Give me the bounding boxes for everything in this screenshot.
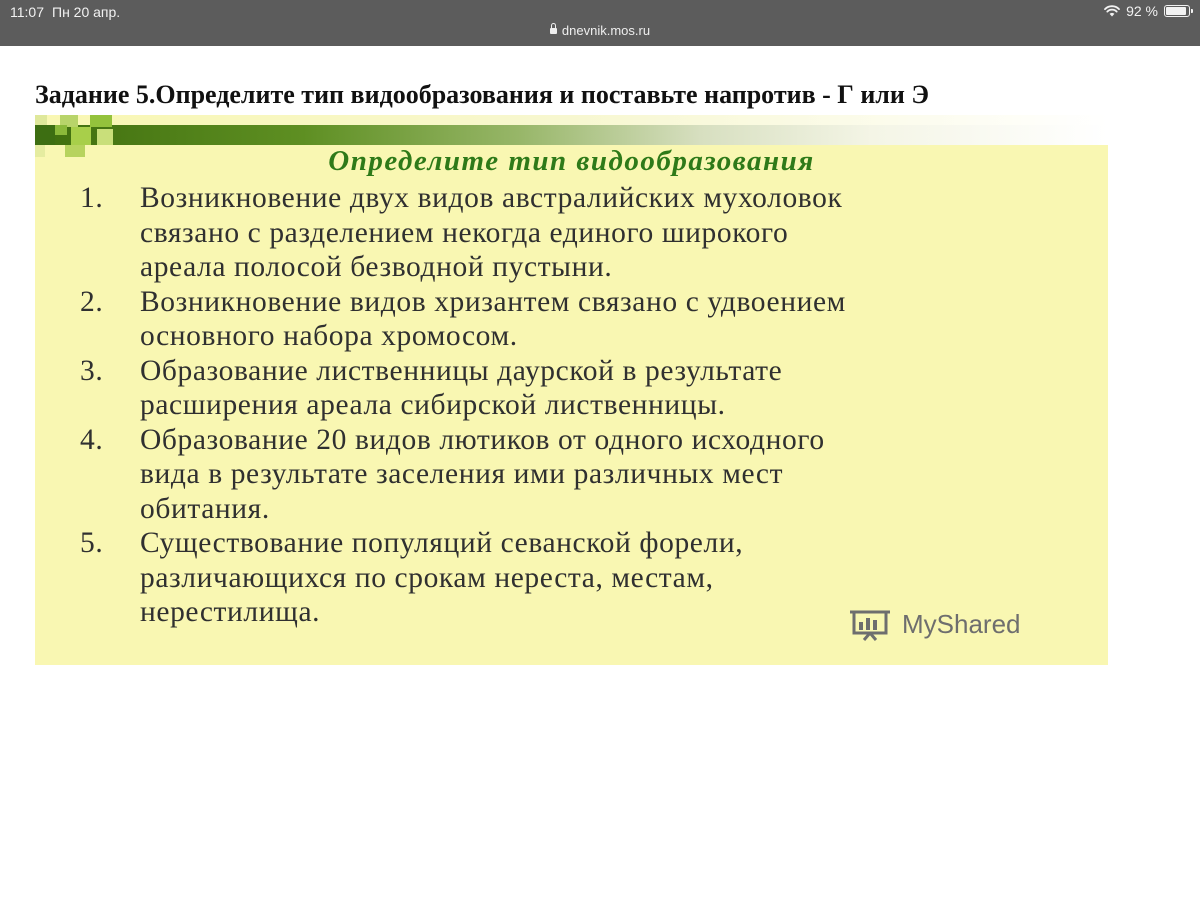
- battery-icon: [1164, 5, 1190, 17]
- item-text: Образование лиственницы даурской в результате расширения ареала сибирской лиственницы.: [140, 354, 783, 421]
- decor-square: [97, 129, 113, 145]
- decor-square: [35, 125, 55, 145]
- slide-header-band-top: [35, 115, 1108, 125]
- address-bar[interactable]: [0, 23, 1200, 38]
- speciation-list: [80, 181, 1095, 630]
- battery-percent: 92 %: [1126, 3, 1158, 19]
- list-item: [80, 423, 1095, 527]
- lock-icon: [550, 28, 557, 34]
- list-item: [80, 354, 1095, 423]
- decor-square: [71, 127, 91, 145]
- slide-title: Определите тип видообразования: [328, 145, 815, 177]
- item-number: 5.: [80, 527, 104, 559]
- status-bar: [0, 0, 1200, 46]
- watermark-text: MyShared: [902, 608, 1021, 639]
- item-number: 4.: [80, 423, 104, 456]
- decor-square: [55, 125, 67, 135]
- url-text[interactable]: dnevnik.mos.ru: [561, 23, 651, 38]
- item-number: 3.: [80, 354, 104, 387]
- item-text: Образование 20 видов лютиков от одного исходного вида в результате заселения ими различных мест обитания.: [140, 423, 825, 525]
- myshared-watermark: [850, 607, 1021, 641]
- wifi-icon: [1104, 5, 1120, 17]
- status-time: 11:07: [10, 4, 44, 20]
- decor-square: [90, 115, 112, 127]
- status-right: [1104, 3, 1190, 19]
- list-item: [80, 181, 1095, 285]
- status-date: Пн 20 апр.: [52, 4, 121, 20]
- list-item: [80, 285, 1095, 354]
- presentation-board-icon: [850, 607, 894, 641]
- item-number: 1.: [80, 182, 104, 214]
- task-heading: Задание 5.Определите тип видообразования и поставьте напротив - Г или Э: [35, 80, 930, 109]
- item-text: Возникновение видов хризантем связано с удвоением основного набора хромосом.: [140, 285, 846, 352]
- decor-square: [35, 115, 47, 125]
- item-number: 2.: [80, 285, 104, 318]
- slide-image: [35, 115, 1108, 665]
- item-text: Существование популяций севанской форели, различающихся по срокам нереста, местам, нерестилища.: [140, 527, 744, 628]
- item-text: Возникновение двух видов австралийских мухоловок связано с разделением некогда единого широкого ареала полосой безводной пустыни.: [140, 182, 843, 283]
